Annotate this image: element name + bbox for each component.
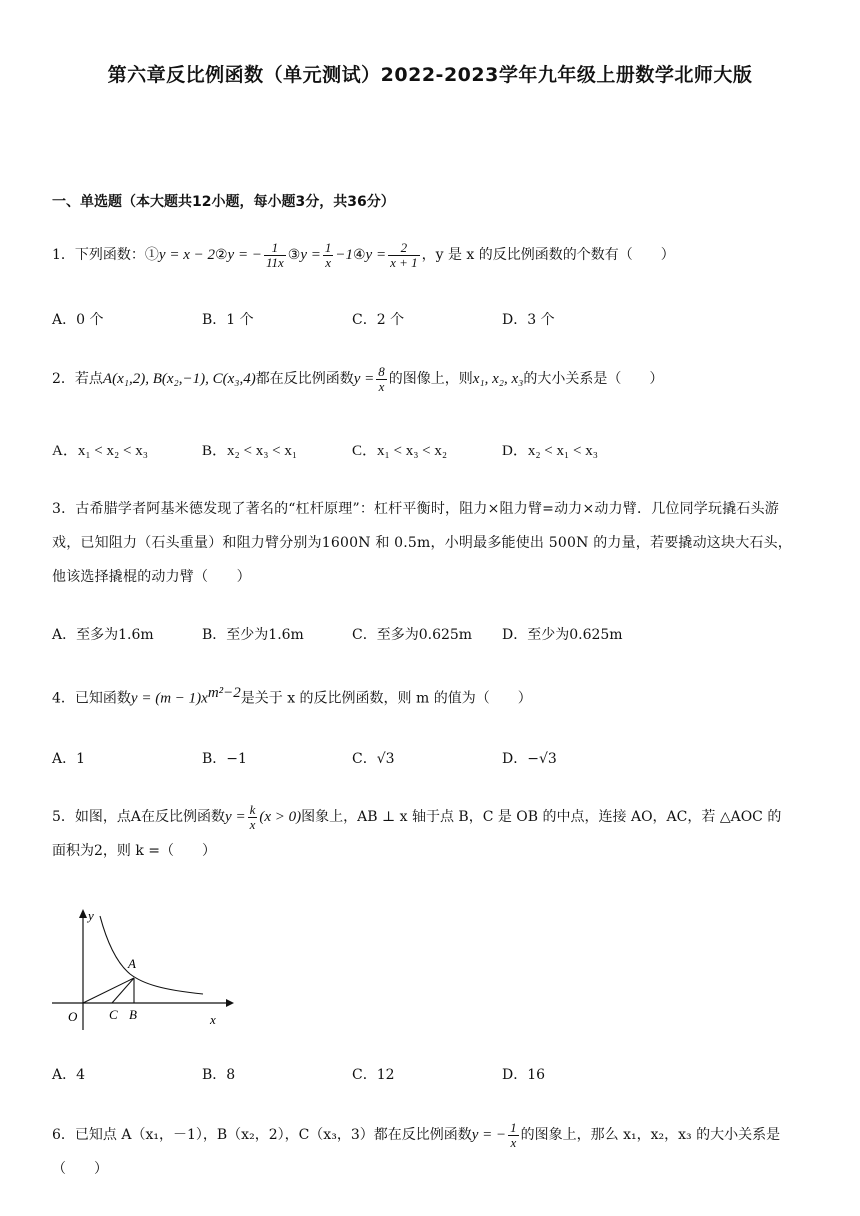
question-text: ，y 是 x 的反比例函数的个数有（ ） [421, 247, 675, 263]
label-o: O [68, 1009, 78, 1024]
question-number: 5． [52, 809, 75, 825]
question-text: 已知点 A（x₁，－1），B（x₂，2），C（x₃，3）都在反比例函数 [74, 1127, 472, 1143]
label-x: x [210, 1012, 216, 1027]
figure-hyperbola-diagram [48, 906, 238, 1032]
option-d[interactable]: D．−√3 [502, 751, 557, 767]
option-a[interactable]: A．4 [52, 1067, 86, 1083]
fraction: $\frac{1}{x}$ [324, 239, 332, 270]
formula: x₁, x₂, x₃ [472, 371, 524, 387]
exponent: m²−2 [207, 685, 241, 701]
option-c[interactable]: C．2 个 [352, 312, 405, 328]
question-text: 如图，点A在反比例函数 [74, 809, 226, 825]
fraction: $\frac{1}{x}$ [510, 1119, 517, 1150]
option-c[interactable]: C．至多为0.625m [352, 627, 473, 643]
formula: y = [365, 247, 387, 263]
options-q2 [52, 439, 812, 461]
label-b: B [129, 1007, 137, 1022]
label-y: y [88, 908, 94, 923]
question-text: 的图象上，那么 x₁，x₂，x₃ 的大小关系是（ ） [52, 1127, 781, 1177]
option-b[interactable]: B．至少为1.6m [202, 627, 304, 643]
circled-number: ② [214, 247, 228, 263]
options-q5 [52, 1064, 812, 1086]
question-text: 都在反比例函数 [255, 371, 354, 387]
question-number: 1． [52, 247, 75, 263]
circled-number: ③ [287, 247, 301, 263]
option-d[interactable]: D．16 [502, 1067, 546, 1083]
option-a[interactable]: A．至多为1.6m [52, 627, 154, 643]
circled-number: ④ [352, 247, 366, 263]
question-text-line: 面积为2，则 k =（ ） [52, 843, 217, 859]
option-a[interactable]: A．1 [52, 751, 86, 767]
question-text: 的图像上，则 [388, 371, 473, 387]
label-a: A [128, 956, 136, 971]
question-text-line: 3．古希腊学者阿基米德发现了著名的“杠杆原理”：杠杆平衡时，阻力×阻力臂=动力×动力臂．几位同学玩撬石头游 [52, 501, 780, 517]
question-text: 已知函数 [74, 690, 131, 707]
option-a[interactable]: A．x₁ < x₂ < x₃ [52, 443, 148, 459]
label-c: C [109, 1007, 118, 1022]
fraction: $\frac{1}{11x}$ [265, 239, 284, 270]
question-text: 下列函数：① [74, 247, 159, 263]
fraction: $\frac{k}{x}$ [249, 801, 256, 832]
section-heading: 一、单选题（本大题共12小题，每小题3分，共36分） [52, 194, 395, 210]
formula: y = [300, 247, 321, 263]
question-number: 6． [52, 1127, 75, 1143]
option-d[interactable]: D．至少为0.625m [502, 627, 623, 643]
question-6 [52, 1118, 812, 1186]
segment-ac [112, 978, 134, 1003]
options-q1 [52, 309, 812, 331]
question-5 [52, 800, 812, 868]
option-c[interactable]: C．x₁ < x₃ < x₂ [352, 443, 448, 459]
question-text: 若点 [74, 371, 103, 387]
option-c[interactable]: C．12 [352, 1067, 395, 1083]
formula: (x > 0) [259, 809, 302, 825]
x-axis-arrow-icon [226, 999, 234, 1007]
question-number: 2． [52, 371, 75, 387]
options-q4 [52, 748, 812, 770]
fraction: $\frac{8}{x}$ [378, 363, 385, 394]
option-b[interactable]: B．−1 [202, 751, 247, 767]
question-text: 的大小关系是（ ） [523, 371, 664, 387]
formula: y = [225, 809, 246, 825]
formula: y = − [227, 247, 262, 263]
question-3 [52, 492, 812, 594]
question-number: 4． [52, 690, 75, 707]
option-d[interactable]: D．3 个 [502, 312, 555, 328]
option-b[interactable]: B．8 [202, 1067, 236, 1083]
document-title: 第六章反比例函数（单元测试）2022-2023学年九年级上册数学北师大版 [107, 64, 753, 86]
option-a[interactable]: A．0 个 [52, 312, 104, 328]
formula: y = − [471, 1127, 507, 1143]
option-b[interactable]: B．x₂ < x₃ < x₁ [202, 443, 298, 459]
option-d[interactable]: D．x₂ < x₁ < x₃ [502, 443, 598, 459]
question-text: 图象上，AB ⊥ x 轴于点 B，C 是 OB 的中点，连接 AO，AC，若 △AOC 的 [301, 809, 782, 825]
options-q3 [52, 624, 812, 646]
question-2 [52, 362, 812, 396]
segment-ao [83, 978, 134, 1003]
formula: A(x₁,2), B(x₂,−1), C(x₃,4) [102, 371, 256, 387]
formula: y = x − 2 [158, 247, 215, 263]
hyperbola-curve [100, 916, 203, 994]
question-text-line: 他该选择撬棍的动力臂（ ） [52, 569, 251, 585]
formula: y = (m − 1)x [130, 690, 208, 707]
question-1 [52, 238, 812, 272]
fraction: $\frac{2}{x + 1}$ [390, 239, 418, 270]
option-c[interactable]: C．√3 [352, 751, 395, 767]
question-text-line: 戏，已知阻力（石头重量）和阻力臂分别为1600N 和 0.5m，小明最多能使出 500N 的力量，若要撬动这块大石头， [52, 535, 792, 551]
y-axis-arrow-icon [79, 909, 87, 918]
option-b[interactable]: B．1 个 [202, 312, 254, 328]
question-text: 是关于 x 的反比例函数，则 m 的值为（ ） [240, 690, 532, 707]
formula: −1 [335, 247, 353, 263]
question-4 [52, 676, 812, 716]
formula: y = [353, 371, 375, 387]
